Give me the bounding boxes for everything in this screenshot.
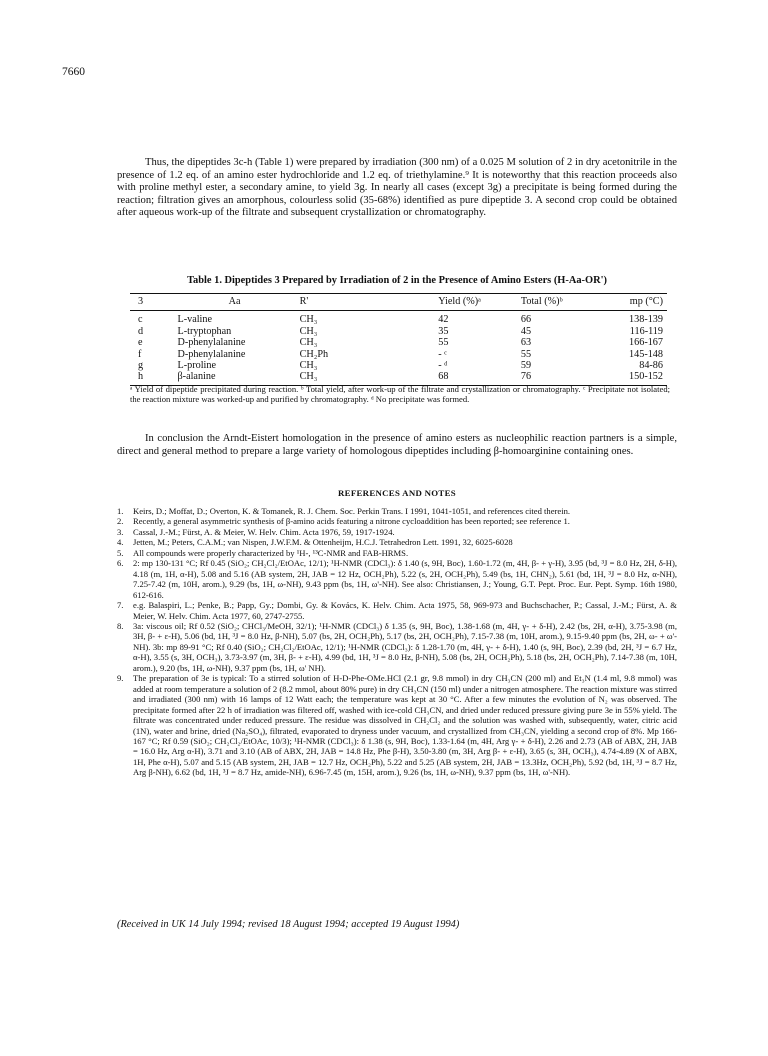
reference-item: [117, 506, 677, 516]
cell-compound: g: [138, 360, 144, 372]
cell-compound: c: [138, 314, 143, 326]
reference-number: 2.: [117, 516, 124, 527]
cell-ester-group: CH₃: [299, 314, 318, 326]
cell-mp: 166-167: [629, 337, 663, 349]
cell-ester-group: CH₃: [296, 371, 435, 385]
cell-total: 76: [517, 371, 606, 385]
cell-compound: f: [138, 348, 142, 360]
dipeptides-table: [130, 293, 667, 386]
reference-text: e.g. Balaspiri, L.; Penke, B.; Papp, Gy.; Dombi, Gy. & Kovács, K. Helv. Chim. Acta 1975, 58, 969-973 and Buchschacher, P.; Cassal, J.-M.; Fürst, A. & Meier, W. Helv. Chim. Acta 1977, 60, 2747-2755.: [133, 600, 677, 621]
cell-compound: h: [130, 371, 174, 385]
table-footnote: ᵃ Yield of dipeptide precipitated during reaction. ᵇ Total yield, after work-up of the filtrate and crystallization or chromatography. ᶜ Precipitate not isolated; the reaction mixture was worked-up and purified by chromatography. ᵈ No precipitate was formed.: [130, 384, 670, 405]
cell-ester-group: CH₂Ph: [299, 348, 329, 360]
reference-text: 3a: viscous oil; Rf 0.52 (SiO₂; CHCl₃/MeOH, 32/1); ¹H-NMR (CDCl₃) δ 1.35 (s, 9H, Boc), 1.38-1.68 (m, 4H, γ- + δ-H), 2.42 (bs, 2H, α-H), 3.75-3.98 (m, 3H, β- + ε-H), 5.06 (bd, 1H, ³J = 8.0 Hz, β-NH), 5.07 (bs, 2H, OCH₂Ph), 5.17 (bs, 2H, OCH₂Ph), 7.15-7.38 (m, 10H, arom.), 9.15-9.40 ppm (bs, 2H, ω- + ω'-NH). 3b: mp 89-91 °C; Rf 0.40 (SiO₂; CH₂Cl₂/EtOAc, 12/1); ¹H-NMR (CDCl₃): δ 1.28-1.70 (m, 4H, γ- + δ-H), 1.40 (s, 9H, Boc), 2.39 (bd, 2H, ³J = 6.7 Hz, α-H), 3.55 (s, 3H, OCH₃), 3.73-3.97 (m, 3H, β- + ε-H), 4.99 (bd, 1H, ³J = 8.0 Hz, β-NH), 5.08 (bs, 2H, OCH₂Ph), 5.18 (bs, 2H, OCH₂Ph), 7.14-7.38 (m, 10H, arom.), 9.20 (bs, 1H, ω-NH), 9.37 ppm (bs, 1H, ω' NH).: [133, 620, 677, 673]
cell-amino-acid: L-proline: [177, 360, 216, 372]
cell-total: 45: [520, 325, 532, 337]
reference-text: 2: mp 130-131 °C; Rf 0.45 (SiO₂; CH₂Cl₂/EtOAc, 12/1); ¹H-NMR (CDCl₃): δ 1.40 (s, 9H, Boc), 1.60-1.72 (m, 4H, β- + γ-H), 3.95 (bd, ³J = 8.0 Hz, 2H, δ-H), 4.18 (m, 1H, α-H), 5.08 and 5.16 (AB system, 2H, JAB = 12 Hz, OCH₂Ph), 5.22 (s, 2H, OCH₂Ph), 5.49 (bs, 1H, CHN₂), 5.61 (bd, 1H, ³J = 8.0 Hz, α-NH), 7.25-7.42 (m, 10H, arom.), 9.29 (bs, 1H, ω-NH), 9.43 ppm (bs, 1H, ω'-NH). See also: Christiansen, J.; Young, G.T. Pept. Proc. Eur. Pept. Symp. 16th 1980, 612-616.: [133, 558, 677, 600]
reference-number: 6.: [117, 558, 124, 569]
reference-text: Keirs, D.; Moffat, D.; Overton, K. & Tomanek, R. J. Chem. Soc. Perkin Trans. I 1991, 1041-1051, and references cited therein.: [133, 506, 571, 516]
table-row: [130, 311, 667, 326]
reference-item: [117, 548, 677, 558]
reference-text: The preparation of 3e is typical: To a stirred solution of H-D-Phe-OMe.HCl (2.1 gr, 9.8 mmol) in dry CH₃CN (200 ml) and Et₃N (1.4 ml, 9.8 mmol) was added at room temperature a solution of 2 (8.2 mmol, about 80% pure) in dry CH₃CN (150 ml) under a nitrogen atmosphere. The reaction mixture was stirred and irradiated (300 nm) with 16 lamps of 12 Watt each; the temperature was kept at 30 °C. After a few minutes the evolution of N₂ was observed. The precipitate formed after 22 h of irradiation was filtered off, washed with ice-cold CH₃CN, and dried under reduced pressure giving pure 3e in 55% yield. The filtrate was concentrated under reduced pressure. The residue was dissolved in CH₂Cl₂ and the solution was washed with, subsequently, water, citric acid (1N), water and brine, dried (Na₂SO₄), filtrated, evaporated to dryness under vacuum, and crystallized from CH₃CN, yielding a second crop of 8%. Mp 166-167 °C; Rf 0.59 (SiO₂; CH₂Cl₂/EtOAc, 10/3); ¹H-NMR (CDCl₃): δ 1.38 (s, 9H, Boc), 1.33-1.64 (m, 4H, Arg γ- + δ-H), 2.26 and 2.73 (AB of ABX, 2H, JAB = 16.0 Hz, Arg α-H), 3.71 and 3.10 (AB of ABX, 2H, JAB = 14.8 Hz, Phe β-H), 3.50-3.80 (m, 3H, Arg β- + ε-H), 3.65 (s, 3H, OCH₃), 4.74-4.89 (X of ABX, 1H, Phe α-H), 5.07 and 5.15 (AB system, 2H, JAB = 12.7 Hz, OCH₂Ph), 5.22 and 5.25 (AB system, 2H, JAB = 13.3Hz, OCH₂Ph), 5.92 (bd, 1H, ³J = 8.7 Hz, Arg β-NH), 6.62 (bd, 1H, ³J = 8.7 Hz, amide-NH), 6.96-7.45 (m, 15H, arom.), 9.26 (bs, 1H, ω-NH), 9.37 ppm (bs, 1H, ω'-NH).: [133, 673, 677, 778]
page-number: 7660: [62, 66, 85, 78]
cell-mp: 150-152: [606, 371, 667, 385]
header-mp: mp (°C): [606, 294, 667, 311]
cell-mp: 116-119: [629, 325, 663, 337]
reference-number: 9.: [117, 673, 124, 684]
table-row: [130, 360, 667, 371]
cell-yield: - ᵈ: [438, 360, 448, 372]
reference-text: Jetten, M.; Peters, C.A.M.; van Nispen, J.W.F.M. & Ottenheijm, H.C.J. Tetrahedron Lett. 1991, 32, 6025-6028: [133, 537, 513, 548]
cell-ester-group: CH₃: [299, 325, 318, 337]
table-row: [130, 326, 667, 337]
cell-amino-acid: L-valine: [177, 314, 213, 326]
reference-item: [117, 600, 677, 621]
cell-mp: 145-148: [629, 348, 663, 360]
reference-text: Recently, a general asymmetric synthesis of β-amino acids featuring a nitrone cycloaddition has been reported; see reference 1.: [133, 516, 570, 527]
reference-text: All compounds were properly characterized by ¹H-, ¹³C-NMR and FAB-HRMS.: [133, 547, 409, 558]
cell-amino-acid: D-phenylalanine: [177, 337, 246, 349]
reference-text: Cassal, J.-M.; Fürst, A. & Meier, W. Helv. Chim. Acta 1976, 59, 1917-1924.: [133, 526, 395, 537]
cell-compound: d: [138, 325, 144, 337]
cell-total: 55: [520, 348, 532, 360]
references-heading: REFERENCES AND NOTES: [338, 488, 456, 498]
reference-number: 3.: [117, 526, 124, 537]
cell-total: 59: [520, 360, 532, 372]
received-dates: (Received in UK 14 July 1994; revised 18 August 1994; accepted 19 August 1994): [117, 919, 460, 930]
references-list: [117, 506, 677, 778]
cell-total: 66: [520, 314, 532, 326]
conclusion-paragraph: In conclusion the Arndt-Eistert homologation in the presence of amino esters as nucleophilic reaction partners is a simple, direct and general method to prepare a large variety of homologous dipeptides including β-homoarginine containing ones.: [117, 433, 677, 457]
reference-item: [117, 537, 677, 547]
intro-paragraph: Thus, the dipeptides 3c-h (Table 1) were prepared by irradiation (300 nm) of a 0.025 M solution of 2 in dry acetonitrile in the presence of 1.2 eq. of an amino ester hydrochloride and 1.2 eq. of triethylamine.⁹ It is noteworthy that this reaction proceeds also with proline methyl ester, a secondary amine, to yield 3g. In nearly all cases (except 3g) a precipitate is being formed during the reaction; filtration gives an amorphous, colourless solid (35-68%) identified as pure dipeptide 3. A second crop could be obtained after aqueous work-up of the filtrate and subsequent crystallization or chromatography.: [117, 157, 677, 219]
header-amino-acid: Aa: [174, 294, 296, 311]
cell-compound: e: [138, 337, 143, 349]
reference-number: 5.: [117, 547, 124, 558]
table-caption: Table 1. Dipeptides 3 Prepared by Irradiation of 2 in the Presence of Amino Esters (H-Aa-OR'): [187, 275, 607, 286]
header-compound: 3: [130, 294, 174, 311]
table-header-row: [130, 294, 667, 311]
reference-number: 8.: [117, 620, 124, 631]
cell-yield: - ᶜ: [438, 348, 447, 360]
cell-total: 63: [520, 337, 532, 349]
cell-amino-acid: D-phenylalanine: [177, 348, 246, 360]
cell-yield: 68: [434, 371, 517, 385]
cell-yield: 55: [438, 337, 449, 349]
cell-mp: 84-86: [639, 360, 663, 372]
cell-yield: 42: [438, 314, 449, 326]
reference-number: 7.: [117, 600, 124, 611]
header-ester-group: R': [296, 294, 435, 311]
header-yield: Yield (%)ᵃ: [434, 294, 517, 311]
cell-yield: 35: [438, 325, 449, 337]
cell-amino-acid: L-tryptophan: [177, 325, 232, 337]
table-row: [130, 349, 667, 360]
reference-number: 4.: [117, 537, 124, 548]
header-total: Total (%)ᵇ: [517, 294, 606, 311]
table-row: [130, 337, 667, 348]
reference-item: [117, 527, 677, 537]
reference-item: [117, 621, 677, 673]
reference-item: [117, 558, 677, 600]
cell-mp: 138-139: [629, 314, 663, 326]
reference-number: 1.: [117, 506, 124, 516]
cell-amino-acid: β-alanine: [174, 371, 296, 385]
reference-item: [117, 673, 677, 778]
cell-ester-group: CH₃: [299, 360, 318, 372]
reference-item: [117, 516, 677, 526]
cell-ester-group: CH₃: [299, 337, 318, 349]
